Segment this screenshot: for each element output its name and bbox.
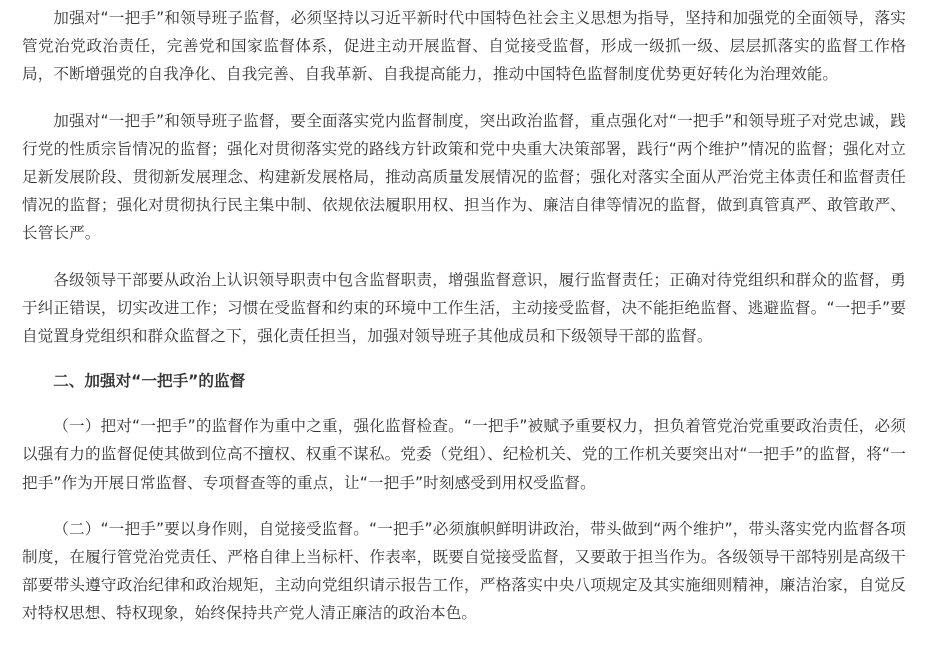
paragraph-gap xyxy=(22,395,906,412)
paragraph-2: 加强对“一把手”和领导班子监督，要全面落实党内监督制度，突出政治监督，重点强化对“一把手”和领导班子对党忠诚，践行党的性质宗旨情况的监督；强化对贯彻落实党的路线方针政策和党中央重大决策部署，践行“两个维护”情况的监督；强化对立足新发展阶段、贯彻新发展理念、构建新发展格局，推动高质量发展情况的监督；强化对落实全面从严治党主体责任和监督责任情况的监督；强化对贯彻执行民主集中制、依规依法履职用权、担当作为、廉洁自律等情况的监督，做到真管真严、敢管敢严、长管长严。 xyxy=(22,111,906,243)
article-body xyxy=(22,0,906,628)
section-paragraph-1: （一）把对“一把手”的监督作为重中之重，强化监督检查。“一把手”被赋予重要权力，担负着管党治党重要政治责任，必须以强有力的监督促使其做到位高不擅权、权重不谋私。党委（党组）、纪检机关、党的工作机关要突出对“一把手”的监督，将“一把手”作为开展日常监督、专项督查等的重点，让“一把手”时刻感受到用权受监督。 xyxy=(22,417,906,492)
paragraph-gap xyxy=(22,497,906,515)
section-heading: 二、加强对“一把手”的监督 xyxy=(53,372,246,391)
paragraph-3: 各级领导干部要从政治上认识领导职责中包含监督职责，增强监督意识，履行监督责任；正确对待党组织和群众的监督，勇于纠正错误，切实改进工作；习惯在受监督和约束的环境中工作生活，主动接受监督，决不能拒绝监督、逃避监督。“一把手”要自觉置身党组织和群众监督之下，强化责任担当，加强对领导班子其他成员和下级领导干部的监督。 xyxy=(22,270,906,346)
section-paragraph-2: （二）“一把手”要以身作则，自觉接受监督。“一把手”必须旗帜鲜明讲政治，带头做到“两个维护”，带头落实党内监督各项制度，在履行管党治党责任、严格自律上当标杆、作表率，既要自觉接受监督，又要敢于担当作为。各级领导干部特别是高级干部要带头遵守政治纪律和政治规矩，主动向党组织请示报告工作，严格落实中央八项规定及其实施细则精神，廉洁治家，自觉反对特权思想、特权现象，始终保持共产党人清正廉洁的政治本色。 xyxy=(22,519,906,623)
paragraph-gap xyxy=(22,248,906,266)
paragraph-1: 加强对“一把手”和领导班子监督，必须坚持以习近平新时代中国特色社会主义思想为指导，坚持和加强党的全面领导，落实管党治党政治责任，完善党和国家监督体系，促进主动开展监督、自觉接受监督，形成一级抓一级、层层抓落实的监督工作格局，不断增强党的自我净化、自我完善、自我革新、自我提高能力，推动中国特色监督制度优势更好转化为治理效能。 xyxy=(22,9,906,84)
paragraph-gap xyxy=(22,89,906,107)
paragraph-gap xyxy=(22,350,906,367)
